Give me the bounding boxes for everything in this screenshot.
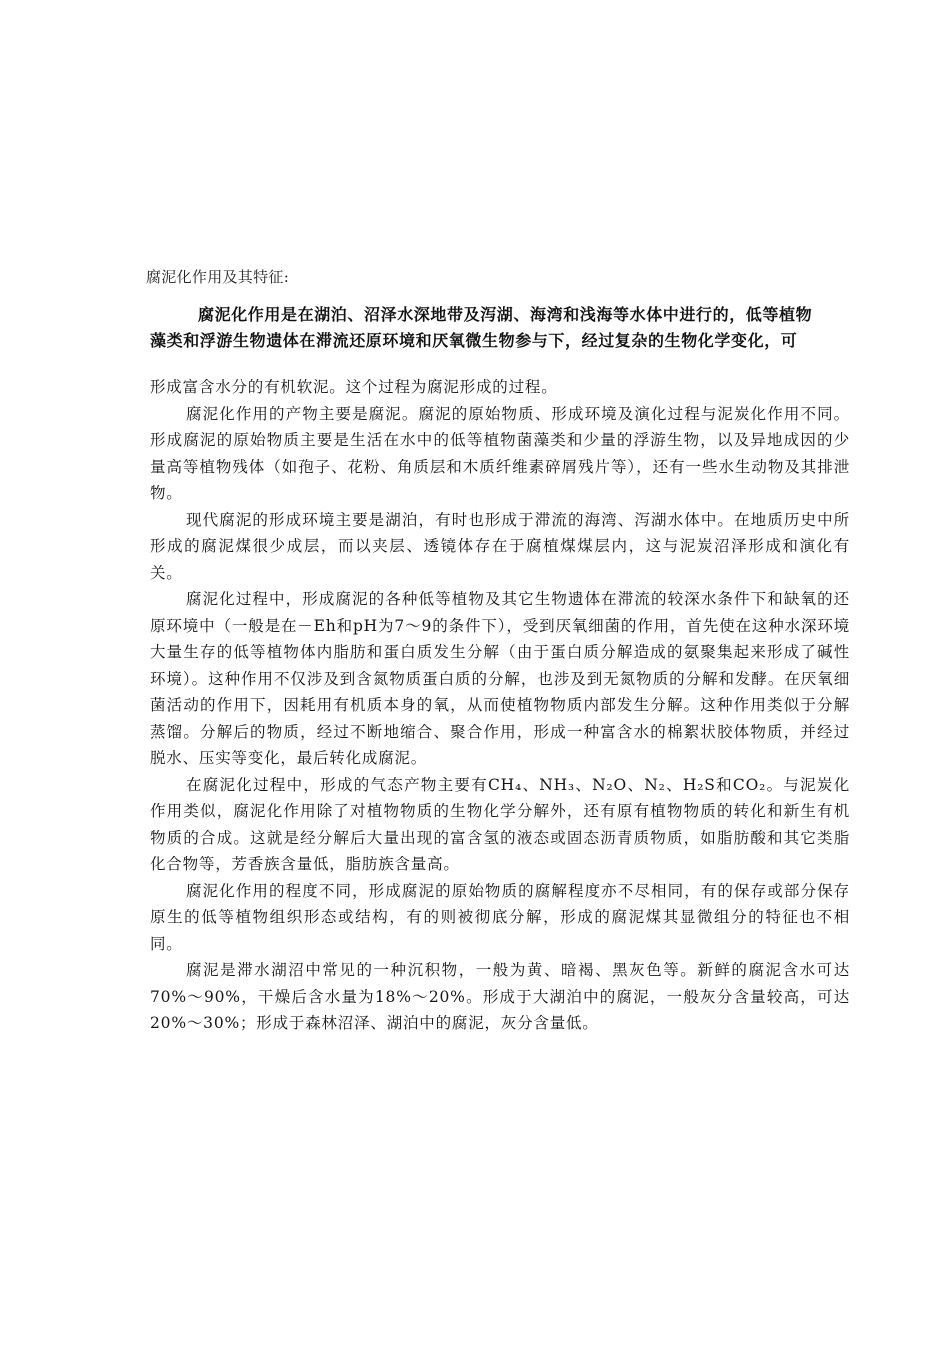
- paragraph-products: 腐泥化作用的产物主要是腐泥。腐泥的原始物质、形成环境及演化过程与泥炭化作用不同。形成腐泥的原始物质主要是生活在水中的低等植物菌藻类和少量的浮游生物，以及异地成因的少量高等植物残体（如孢子、花粉、角质层和木质纤维素碎屑残片等），还有一些水生动物及其排泄物。: [150, 404, 850, 502]
- intro-line-2: 藻类和浮游生物遗体在滞流还原环境和厌氧微生物参与下，经过复杂的生物化学变化，可: [150, 331, 798, 350]
- paragraph-process: 腐泥化过程中，形成腐泥的各种低等植物及其它生物遗体在滞流的较深水条件下和缺氧的还原环境中（一般是在－Eh和pH为7～9的条件下），受到厌氧细菌的作用，首先使在这种水深环境大量生存的低等植物体内脂肪和蛋白质发生分解（由于蛋白质分解造成的氨聚集起来形成了碱性环境）。这种作用不仅涉及到含氮物质蛋白质的分解，也涉及到无氮物质的分解和发酵。在厌氧细菌活动的作用下，因耗用有机质本身的氧，从而使植物物质内部发生分解。这种作用类似于分解蒸馏。分解后的物质，经过不断地缩合、聚合作用，形成一种富含水的棉絮状胶体物质，并经过脱水、压实等变化，最后转化成腐泥。: [150, 590, 850, 767]
- intro-line-1: 腐泥化作用是在湖泊、沼泽水深地带及泻湖、海湾和浅海等水体中进行的，低等植物: [198, 305, 813, 324]
- paragraph-sapropel-properties: 腐泥是滞水湖沼中常见的一种沉积物，一般为黄、暗褐、黑灰色等。新鲜的腐泥含水可达70%～90%，干燥后含水量为18%～20%。形成于大湖泊中的腐泥，一般灰分含量较高，可达20%～30%；形成于森林沼泽、湖泊中的腐泥，灰分含量低。: [150, 961, 850, 1032]
- paragraph-degree: 腐泥化作用的程度不同，形成腐泥的原始物质的腐解程度亦不尽相同，有的保存或部分保存原生的低等植物组织形态或结构，有的则被彻底分解，形成的腐泥煤其显微组分的特征也不相同。: [150, 881, 850, 953]
- paragraph-environment: 现代腐泥的形成环境主要是湖泊，有时也形成于滞流的海湾、泻湖水体中。在地质历史中所形成的腐泥煤很少成层，而以夹层、透镜体存在于腐植煤煤层内，这与泥炭沼泽形成和演化有关。: [150, 510, 850, 582]
- document-title: 腐泥化作用及其特征:: [146, 268, 290, 286]
- intro-block: [150, 302, 850, 354]
- paragraph-gas-products: 在腐泥化过程中，形成的气态产物主要有CH₄、NH₃、N₂O、N₂、H₂S和CO₂。与泥炭化作用类似，腐泥化作用除了对植物物质的生物化学分解外，还有原有植物物质的转化和新生有机物质的合成。这就是经分解后大量出现的富含氢的液态或固态沥青质物质，如脂肪酸和其它类脂化合物等，芳香族含量低，脂肪族含量高。: [150, 775, 850, 873]
- body-text: [150, 374, 850, 1037]
- paragraph-continuation: 形成富含水分的有机软泥。这个过程为腐泥形成的过程。: [150, 378, 558, 396]
